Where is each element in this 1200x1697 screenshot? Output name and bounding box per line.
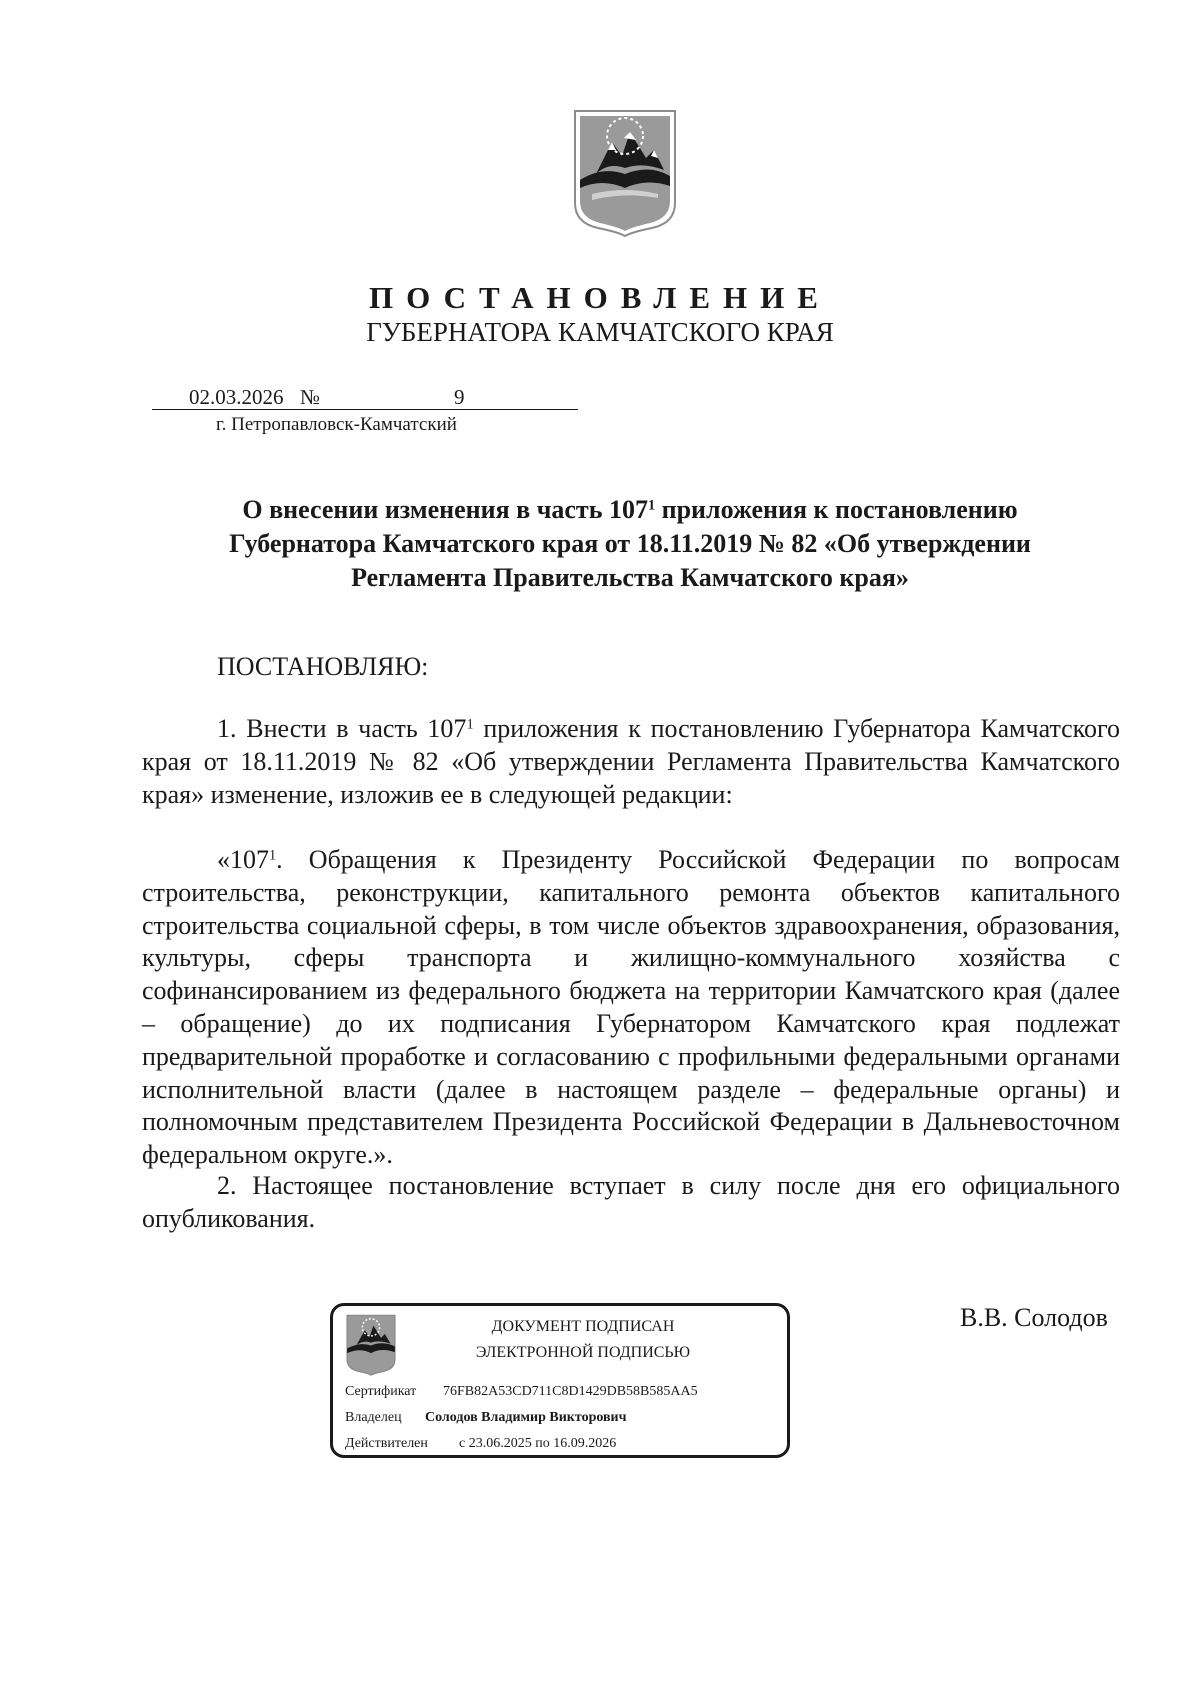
stamp-coat-of-arms-icon (345, 1314, 397, 1376)
paragraph-1: 1. Внести в часть $107^1$ приложения к постановлению Губернатора Камчатского края от 18.11.2019 № 82 «Об утверждении Регламента Правительства Камчатского края» изменение, изложив ее в следующей редакции: (142, 714, 1120, 809)
validity-label: Действителен (345, 1436, 428, 1451)
owner-value: Солодов Владимир Викторович (425, 1410, 627, 1425)
paragraph-2: 2. Настоящее постановление вступает в силу после дня его официального опубликования. (142, 1171, 1120, 1233)
validity-value: с 23.06.2025 по 16.09.2026 (459, 1436, 617, 1451)
heading-line-2: Губернатора Камчатского края от 18.11.2019 № 82 «Об утверждении (229, 529, 1031, 558)
heading-line-1: О внесении изменения в часть $107^1$ приложения к постановлению (242, 495, 1018, 524)
owner-row (345, 1410, 627, 1426)
signatory-name: В.В. Солодов (960, 1303, 1108, 1332)
document-heading (140, 493, 1120, 595)
resolution-word: ПОСТАНОВЛЯЮ: (217, 652, 429, 681)
date-number-line (152, 385, 578, 410)
paragraph-amendment-text: «$107^1$. Обращения к Президенту Российской Федерации по вопросам строительства, реконструкции, капитального ремонта объектов капитального строительства социальной сферы, в том числе объектов здравоохранения, образования, культуры, сферы транспорта и жилищно-коммунального хозяйства с софинансированием из федерального бюджета на территории Камчатского края (далее – обращение) до их подписания Губернатором Камчатского края подлежат предварительной проработке и согласованию с профильными федеральными органами исполнительной власти (далее в настоящем разделе – федеральные органы) и полномочным представителем Президента Российской Федерации в Дальневосточном федеральном округе.». (142, 845, 1120, 1170)
document-type-title: ПОСТАНОВЛЕНИЕ (369, 280, 831, 315)
certificate-row (345, 1384, 698, 1400)
electronic-signature-stamp (330, 1303, 790, 1458)
coat-of-arms-icon (572, 108, 678, 238)
stamp-title-line-1: ДОКУМЕНТ ПОДПИСАН (491, 1318, 675, 1335)
heading-line-3: Регламента Правительства Камчатского края» (351, 563, 909, 592)
document-date: 02.03.2026 (189, 385, 284, 409)
stamp-title-line-2: ЭЛЕКТРОННОЙ ПОДПИСЬЮ (475, 1344, 691, 1361)
issuer-subtitle: ГУБЕРНАТОРА КАМЧАТСКОГО КРАЯ (366, 317, 834, 347)
validity-row (345, 1436, 617, 1452)
city-name: г. Петропавловск-Камчатский (216, 414, 457, 435)
document-number: 9 (454, 385, 465, 409)
certificate-label: Сертификат (345, 1384, 417, 1399)
certificate-value: 76FB82A53CD711C8D1429DB58B585AA5 (443, 1384, 698, 1399)
owner-label: Владелец (345, 1410, 402, 1425)
number-sign: № (300, 385, 321, 409)
